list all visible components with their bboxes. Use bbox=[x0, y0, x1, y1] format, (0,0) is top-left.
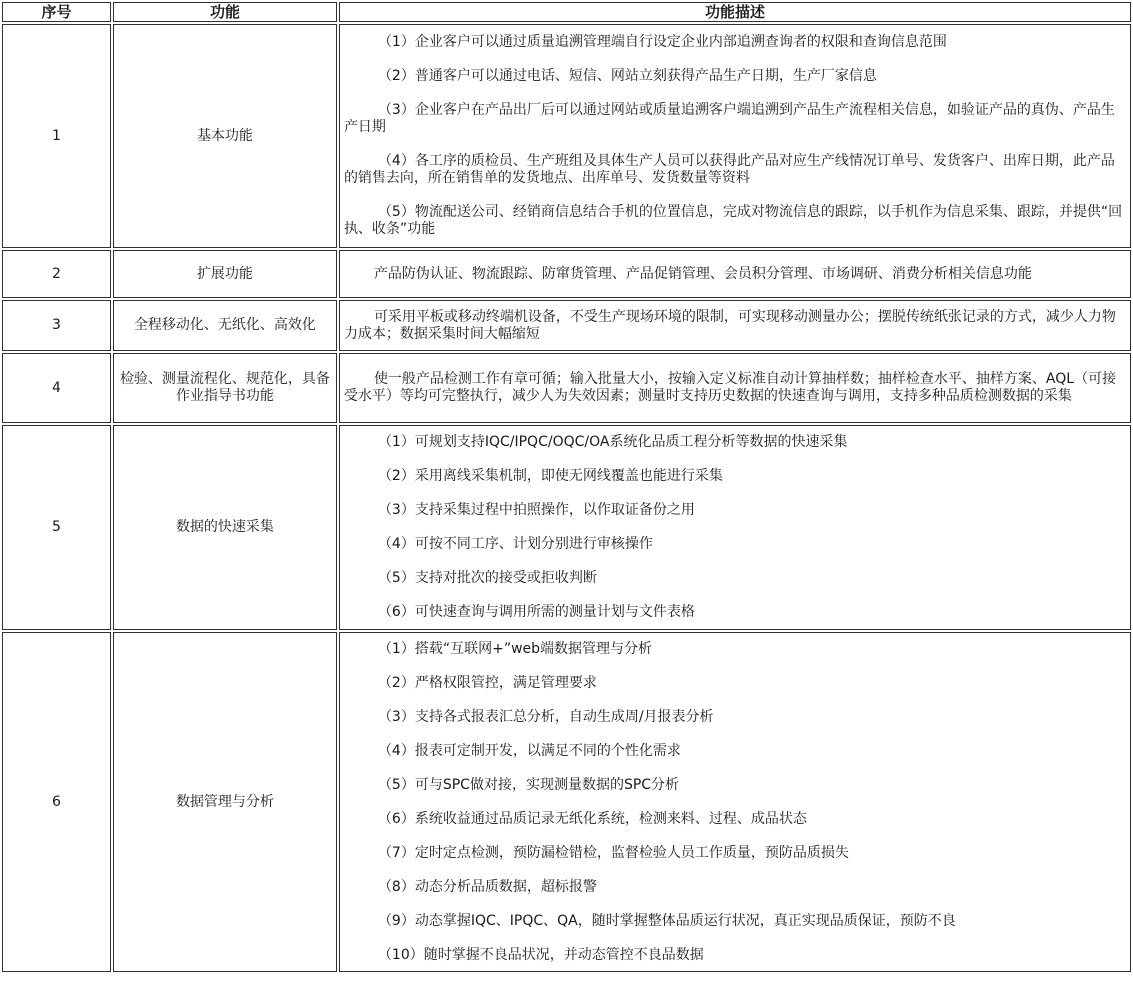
row-description bbox=[339, 632, 1131, 972]
row-description bbox=[339, 250, 1131, 298]
description-item: （5）支持对批次的接受或拒收判断 bbox=[377, 570, 597, 586]
row-function: 数据的快速采集 bbox=[113, 425, 337, 630]
header-row bbox=[2, 2, 1131, 22]
row-function: 检验、测量流程化、规范化，具备作业指导书功能 bbox=[113, 353, 337, 423]
description-text: 产品防伪认证、物流跟踪、防窜货管理、产品促销管理、会员积分管理、市场调研、消费分析相关信息功能 bbox=[373, 265, 1032, 282]
description-item: （3）企业客户在产品出厂后可以通过网站或质量追溯客户端追溯到产品生产流程相关信息，如验证产品的真伪、产品生产日期 bbox=[343, 102, 1115, 135]
row-number: 6 bbox=[2, 632, 111, 972]
row-description bbox=[339, 353, 1131, 423]
header-description: 功能描述 bbox=[339, 2, 1131, 22]
description-item: （5）可与SPC做对接，实现测量数据的SPC分析 bbox=[377, 776, 680, 793]
header-function: 功能 bbox=[113, 2, 337, 22]
description-item: （1）搭载“互联网+”web端数据管理与分析 bbox=[377, 640, 653, 657]
description-item: （6）可快速查询与调用所需的测量计划与文件表格 bbox=[377, 604, 695, 620]
description-item: （4）各工序的质检员、生产班组及具体生产人员可以获得此产品对应生产线情况订单号、发货客户、出库日期，此产品的销售去向，所在销售单的发货地点、出库单号、发货数量等资料 bbox=[343, 153, 1115, 186]
description-item: （5）物流配送公司、经销商信息结合手机的位置信息，完成对物流信息的跟踪，以手机作为信息采集、跟踪，并提供“回执、收条”功能 bbox=[343, 204, 1123, 237]
table-row bbox=[2, 425, 1131, 630]
description-item: （3）支持采集过程中拍照操作，以作取证备份之用 bbox=[377, 502, 695, 518]
description-item: （1）企业客户可以通过质量追溯管理端自行设定企业内部追溯查询者的权限和查询信息范围 bbox=[377, 34, 947, 50]
table-row bbox=[2, 353, 1131, 423]
row-function: 基本功能 bbox=[113, 24, 337, 248]
row-description bbox=[339, 300, 1131, 351]
header-no: 序号 bbox=[2, 2, 111, 22]
description-item: （2）严格权限管控，满足管理要求 bbox=[377, 674, 597, 691]
table-row bbox=[2, 300, 1131, 351]
description-item: （1）可规划支持IQC/IPQC/OQC/OA系统化品质工程分析等数据的快速采集 bbox=[377, 434, 848, 450]
description-item: （3）支持各式报表汇总分析，自动生成周/月报表分析 bbox=[377, 708, 714, 725]
row-description bbox=[339, 425, 1131, 630]
description-item: （6）系统收益通过品质记录无纸化系统，检测来料、过程、成品状态 bbox=[377, 810, 807, 827]
row-number: 5 bbox=[2, 425, 111, 630]
description-item: （4）报表可定制开发，以满足不同的个性化需求 bbox=[377, 742, 681, 759]
row-number: 3 bbox=[2, 300, 111, 351]
description-item: （8）动态分析品质数据，超标报警 bbox=[377, 878, 597, 895]
description-item: （10）随时掌握不良品状况，并动态管控不良品数据 bbox=[377, 946, 704, 963]
description-item: （9）动态掌握IQC、IPQC、QA，随时掌握整体品质运行状况，真正实现品质保证，预防不良 bbox=[377, 912, 956, 929]
table-row bbox=[2, 250, 1131, 298]
row-function: 数据管理与分析 bbox=[113, 632, 337, 972]
row-number: 4 bbox=[2, 353, 111, 423]
description-text: 可采用平板或移动终端机设备，不受生产现场环境的限制，可实现移动测量办公；摆脱传统纸张记录的方式，减少人力物力成本；数据采集时间大幅缩短 bbox=[343, 308, 1116, 342]
description-item: （2）普通客户可以通过电话、短信、网站立刻获得产品生产日期，生产厂家信息 bbox=[377, 68, 877, 84]
description-item: （2）采用离线采集机制，即使无网线覆盖也能进行采集 bbox=[377, 468, 723, 484]
row-description bbox=[339, 24, 1131, 248]
row-function: 扩展功能 bbox=[113, 250, 337, 298]
description-item: （4）可按不同工序、计划分别进行审核操作 bbox=[377, 536, 653, 552]
row-number: 1 bbox=[2, 24, 111, 248]
row-number: 2 bbox=[2, 250, 111, 298]
description-text: 使一般产品检测工作有章可循；输入批量大小，按输入定义标准自动计算抽样数；抽样检查水平、抽样方案、AQL（可接受水平）等均可完整执行，减少人为失效因素；测量时支持历史数据的快速查询与调用，支持多种品质检测数据的采集 bbox=[343, 371, 1117, 404]
table-row bbox=[2, 24, 1131, 248]
table-row bbox=[2, 632, 1131, 972]
row-function: 全程移动化、无纸化、高效化 bbox=[113, 300, 337, 351]
description-item: （7）定时定点检测，预防漏检错检，监督检验人员工作质量，预防品质损失 bbox=[377, 844, 849, 861]
